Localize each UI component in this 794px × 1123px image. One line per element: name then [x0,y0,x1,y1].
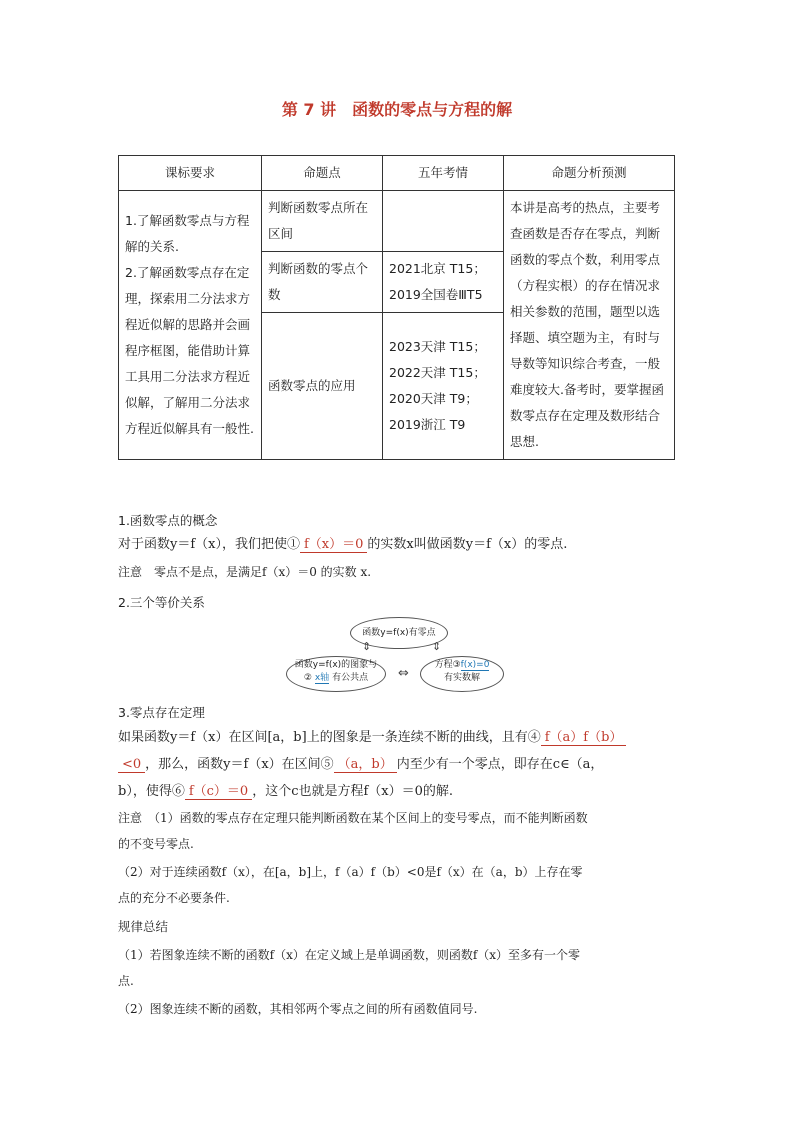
header-points: 命题点 [262,156,383,191]
blank-4: f（a）f（b） [541,730,627,746]
exam-cell [383,191,504,252]
blank-6: f（c）＝0 [185,784,252,800]
exam-cell: 2023天津 T15； 2022天津 T15； 2020天津 T9； 2019浙江 T9 [383,313,504,460]
arrow-left-icon: ⇕ [362,640,372,653]
note-2: （2）对于连续函数f（x），在[a，b]上，f（a）f（b）<0是f（x）在（a，b）上存在零 [118,865,583,879]
blank-1: f（x）＝0 [300,537,367,553]
analysis-cell: 本讲是高考的热点，主要考查函数是否存在零点，判断函数的零点个数，利用零点（方程实根）的存在情况求相关参数的范围，题型以选择题、填空题为主，有时与导数等知识综合考查，一般难度较大.备考时，要掌握函数零点存在定理及数形结合思想. [504,191,675,460]
table-row [119,191,675,252]
curriculum-table [118,155,675,460]
left-node: 函数y=f(x)的图象与 ② x轴 有公共点 [286,656,386,692]
header-exams: 五年考情 [383,156,504,191]
table-header-row [119,156,675,191]
rule-1: （1）若图象连续不断的函数f（x）在定义域上是单调函数，则函数f（x）至多有一个零 [118,948,581,962]
exam-cell: 2021北京 T15； 2019全国卷ⅢT5 [383,252,504,313]
rule-heading: 规律总结 [118,919,169,934]
rule-2: （2）图象连续不断的函数，其相邻两个零点之间的所有函数值同号. [118,1002,478,1016]
note-2-cont: 点的充分不必要条件. [118,891,230,905]
rule-1-cont: 点. [118,974,134,988]
right-node: 方程③f(x)=0 有实数解 [420,656,504,692]
header-requirements: 课标要求 [119,156,262,191]
section-3-heading: 3.零点存在定理 [118,705,205,720]
point-cell: 判断函数零点所在区间 [262,191,383,252]
blank-5: （a，b） [334,757,397,773]
blank-2: x轴 [314,673,330,683]
theorem-line-1: 如果函数y＝f（x）在区间[a，b]上的图象是一条连续不断的曲线，且有④ f（a）f（b） [118,728,678,748]
header-analysis: 命题分析预测 [504,156,675,191]
point-cell: 判断函数的零点个数 [262,252,383,313]
page-title: 第 7 讲 函数的零点与方程的解 [281,100,513,119]
top-node: 函数y=f(x)有零点 [350,617,448,649]
blank-3: f(x)=0 [460,660,490,670]
note-1-cont: 的不变号零点. [118,837,194,851]
section-1-heading: 1.函数零点的概念 [118,513,218,528]
arrow-equivalence-icon: ⇔ [398,666,409,681]
point-cell: 函数零点的应用 [262,313,383,460]
requirements-cell: 1.了解函数零点与方程解的关系. 2.了解函数零点存在定理，探索用二分法求方程近似解的思路并会画程序框图，能借助计算工具用二分法求方程近似解，了解用二分法求方程近似解具有一般性. [119,191,262,460]
theorem-line-2: <0 ，那么，函数y＝f（x）在区间⑤ （a，b） 内至少有一个零点，即存在c∈（a， [118,755,678,775]
section-1-definition: 对于函数y＝f（x），我们把使① f（x）＝0 的实数x叫做函数y＝f（x）的零点. [118,537,568,552]
blank-4-cont: <0 [118,757,145,773]
theorem-line-3: b），使得⑥ f（c）＝0 ，这个c也就是方程f（x）＝0的解. [118,784,454,799]
arrow-right-icon: ⇕ [432,640,442,653]
note-1: 注意 （1）函数的零点存在定理只能判断函数在某个区间上的变号零点，而不能判断函数 [118,811,588,825]
section-1-note: 注意 零点不是点，是满足f（x）＝0 的实数 x. [118,565,372,579]
section-2-heading: 2.三个等价关系 [118,595,205,610]
